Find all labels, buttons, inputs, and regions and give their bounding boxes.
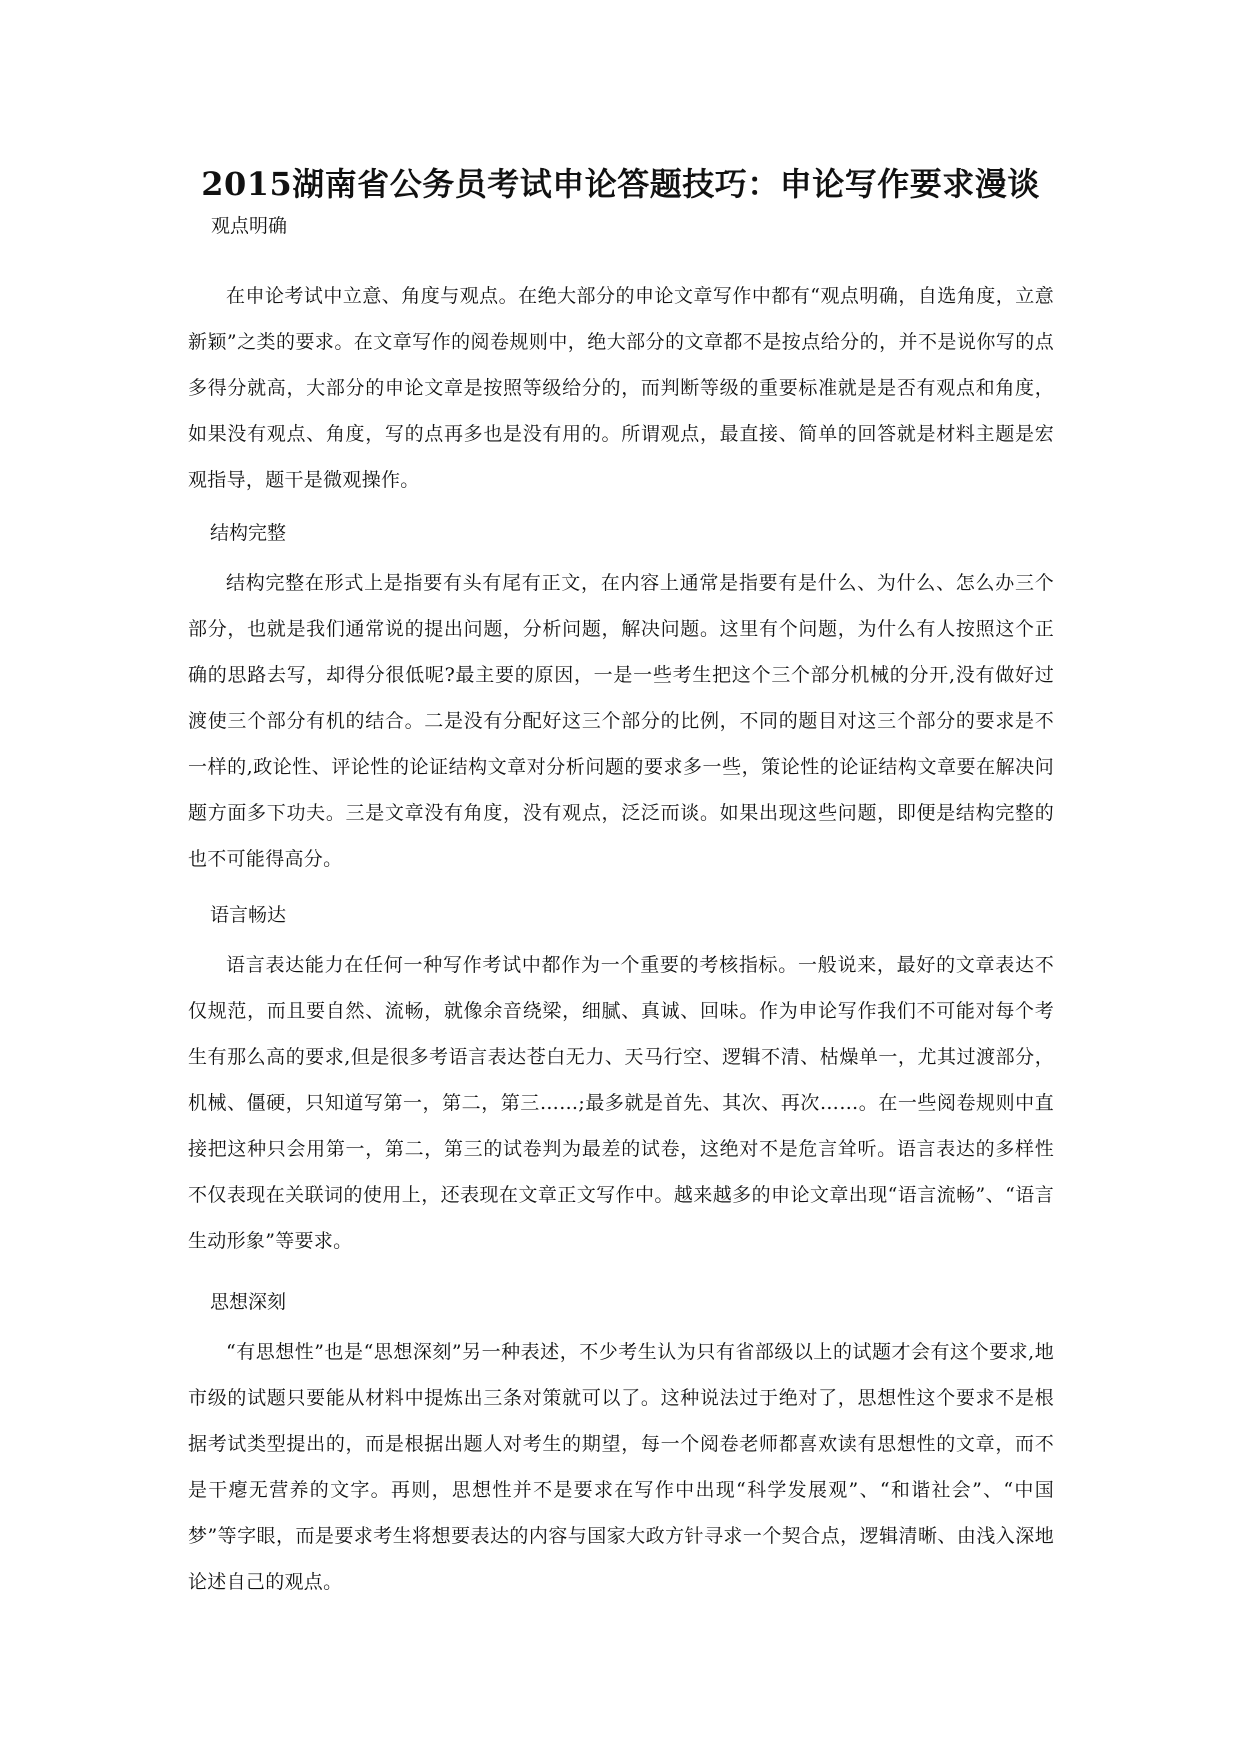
- document-title: 2015湖南省公务员考试申论答题技巧：申论写作要求漫谈: [201, 165, 1040, 203]
- section-heading-viewpoint: 观点明确: [211, 215, 288, 237]
- section-paragraph-language: 语言表达能力在任何一种写作考试中都作为一个重要的考核指标。一般说来，最好的文章表达不仅规范，而且要自然、流畅，就像余音绕梁，细腻、真诚、回味。作为申论写作我们不可能对每个考生有那么高的要求,但是很多考语言表达苍白无力、天马行空、逻辑不清、枯燥单一，尤其过渡部分，机械、僵硬，只知道写第一，第二，第三……;最多就是首先、其次、再次……。在一些阅卷规则中直接把这种只会用第一，第二，第三的试卷判为最差的试卷，这绝对不是危言耸听。语言表达的多样性不仅表现在关联词的使用上，还表现在文章正文写作中。越来越多的申论文章出现“语言流畅”、“语言生动形象”等要求。: [188, 954, 1054, 1252]
- section-paragraph-structure: 结构完整在形式上是指要有头有尾有正文，在内容上通常是指要有是什么、为什么、怎么办三个部分，也就是我们通常说的提出问题，分析问题，解决问题。这里有个问题，为什么有人按照这个正确的思路去写，却得分很低呢?最主要的原因，一是一些考生把这个三个部分机械的分开,没有做好过渡使三个部分有机的结合。二是没有分配好这三个部分的比例，不同的题目对这三个部分的要求是不一样的,政论性、评论性的论证结构文章对分析问题的要求多一些，策论性的论证结构文章要在解决问题方面多下功夫。三是文章没有角度，没有观点，泛泛而谈。如果出现这些问题，即便是结构完整的也不可能得高分。: [188, 572, 1054, 870]
- section-paragraph-viewpoint: 在申论考试中立意、角度与观点。在绝大部分的申论文章写作中都有“观点明确，自选角度，立意新颖”之类的要求。在文章写作的阅卷规则中，绝大部分的文章都不是按点给分的，并不是说你写的点多得分就高，大部分的申论文章是按照等级给分的，而判断等级的重要标准就是是否有观点和角度，如果没有观点、角度，写的点再多也是没有用的。所谓观点，最直接、简单的回答就是材料主题是宏观指导，题干是微观操作。: [188, 285, 1054, 491]
- section-heading-structure: 结构完整: [210, 522, 287, 544]
- section-heading-thought: 思想深刻: [210, 1291, 287, 1313]
- section-paragraph-thought: “有思想性”也是“思想深刻”另一种表述，不少考生认为只有省部级以上的试题才会有这个要求,地市级的试题只要能从材料中提炼出三条对策就可以了。这种说法过于绝对了，思想性这个要求不是根据考试类型提出的，而是根据出题人对考生的期望，每一个阅卷老师都喜欢读有思想性的文章，而不是干瘪无营养的文字。再则，思想性并不是要求在写作中出现“科学发展观”、“和谐社会”、“中国梦”等字眼，而是要求考生将想要表达的内容与国家大政方针寻求一个契合点，逻辑清晰、由浅入深地论述自己的观点。: [188, 1341, 1054, 1593]
- section-heading-language: 语言畅达: [210, 904, 287, 926]
